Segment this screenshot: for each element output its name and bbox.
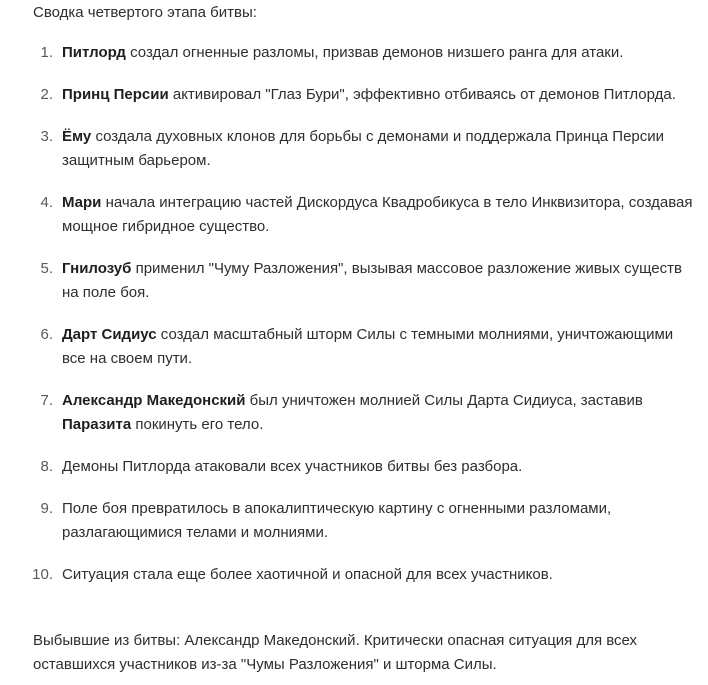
battle-summary	[32, 0, 693, 673]
list-item	[33, 389, 693, 437]
item-text	[62, 86, 676, 103]
list-item	[33, 323, 693, 371]
item-description: применил "Чуму Разложения", вызывая массовое разложение живых существ на поле боя.	[62, 260, 682, 301]
list-item	[33, 125, 693, 173]
item-number: 8.	[40, 458, 53, 475]
character-name: Принц Персии	[62, 86, 169, 103]
item-number: 5.	[40, 260, 53, 277]
item-text	[62, 458, 522, 475]
list-item	[33, 497, 693, 545]
item-description: Ситуация стала еще более хаотичной и опасной для всех участников.	[62, 566, 553, 583]
item-text	[62, 326, 673, 367]
character-name: Гнилозуб	[62, 260, 132, 277]
item-number: 7.	[40, 392, 53, 409]
character-name: Ёму	[62, 128, 92, 145]
list-item	[33, 257, 693, 305]
item-number: 6.	[40, 326, 53, 343]
character-name: Питлорд	[62, 44, 126, 61]
item-description: покинуть его тело.	[131, 416, 264, 433]
item-number: 1.	[40, 44, 53, 61]
summary-conclusion: Выбывшие из битвы: Александр Македонский. Критически опасная ситуация для всех оставшихся участников из-за "Чумы Разложения" и шторма Силы.	[33, 632, 638, 673]
item-description: Поле боя превратилось в апокалиптическую картину с огненными разломами, разлагающимися телами и молниями.	[62, 500, 612, 541]
list-item	[33, 83, 693, 107]
character-name: Мари	[62, 194, 102, 211]
item-description: начала интеграцию частей Дискордуса Квадробикуса в тело Инквизитора, создавая мощное гибридное существо.	[62, 194, 693, 235]
item-description: создал масштабный шторм Силы с темными молниями, уничтожающими все на своем пути.	[62, 326, 674, 367]
item-text	[62, 194, 693, 235]
list-item	[33, 563, 693, 587]
character-name: Дарт Сидиус	[62, 326, 157, 343]
item-description: создал огненные разломы, призвав демонов низшего ранга для атаки.	[125, 44, 624, 61]
item-text	[62, 392, 643, 433]
item-number: 3.	[40, 128, 53, 145]
list-item	[33, 455, 693, 479]
item-number: 9.	[40, 500, 53, 517]
summary-heading: Сводка четвертого этапа битвы:	[33, 4, 257, 21]
events-list	[33, 41, 693, 605]
character-name: Паразита	[62, 416, 132, 433]
item-description: был уничтожен молнией Силы Дарта Сидиуса, заставив	[245, 392, 643, 409]
item-text	[62, 500, 611, 541]
item-description: создала духовных клонов для борьбы с демонами и поддержала Принца Персии защитным барьером.	[62, 128, 665, 169]
item-text	[62, 260, 682, 301]
item-text	[62, 566, 553, 583]
item-description: активировал "Глаз Бури", эффективно отбиваясь от демонов Питлорда.	[168, 86, 676, 103]
item-number: 2.	[40, 86, 53, 103]
list-item	[33, 191, 693, 239]
item-description: Демоны Питлорда атаковали всех участников битвы без разбора.	[62, 458, 523, 475]
item-text	[62, 44, 623, 61]
list-item	[33, 41, 693, 65]
item-number: 10.	[32, 566, 53, 583]
item-text	[62, 128, 664, 169]
character-name: Александр Македонский	[62, 392, 246, 409]
item-number: 4.	[40, 194, 53, 211]
